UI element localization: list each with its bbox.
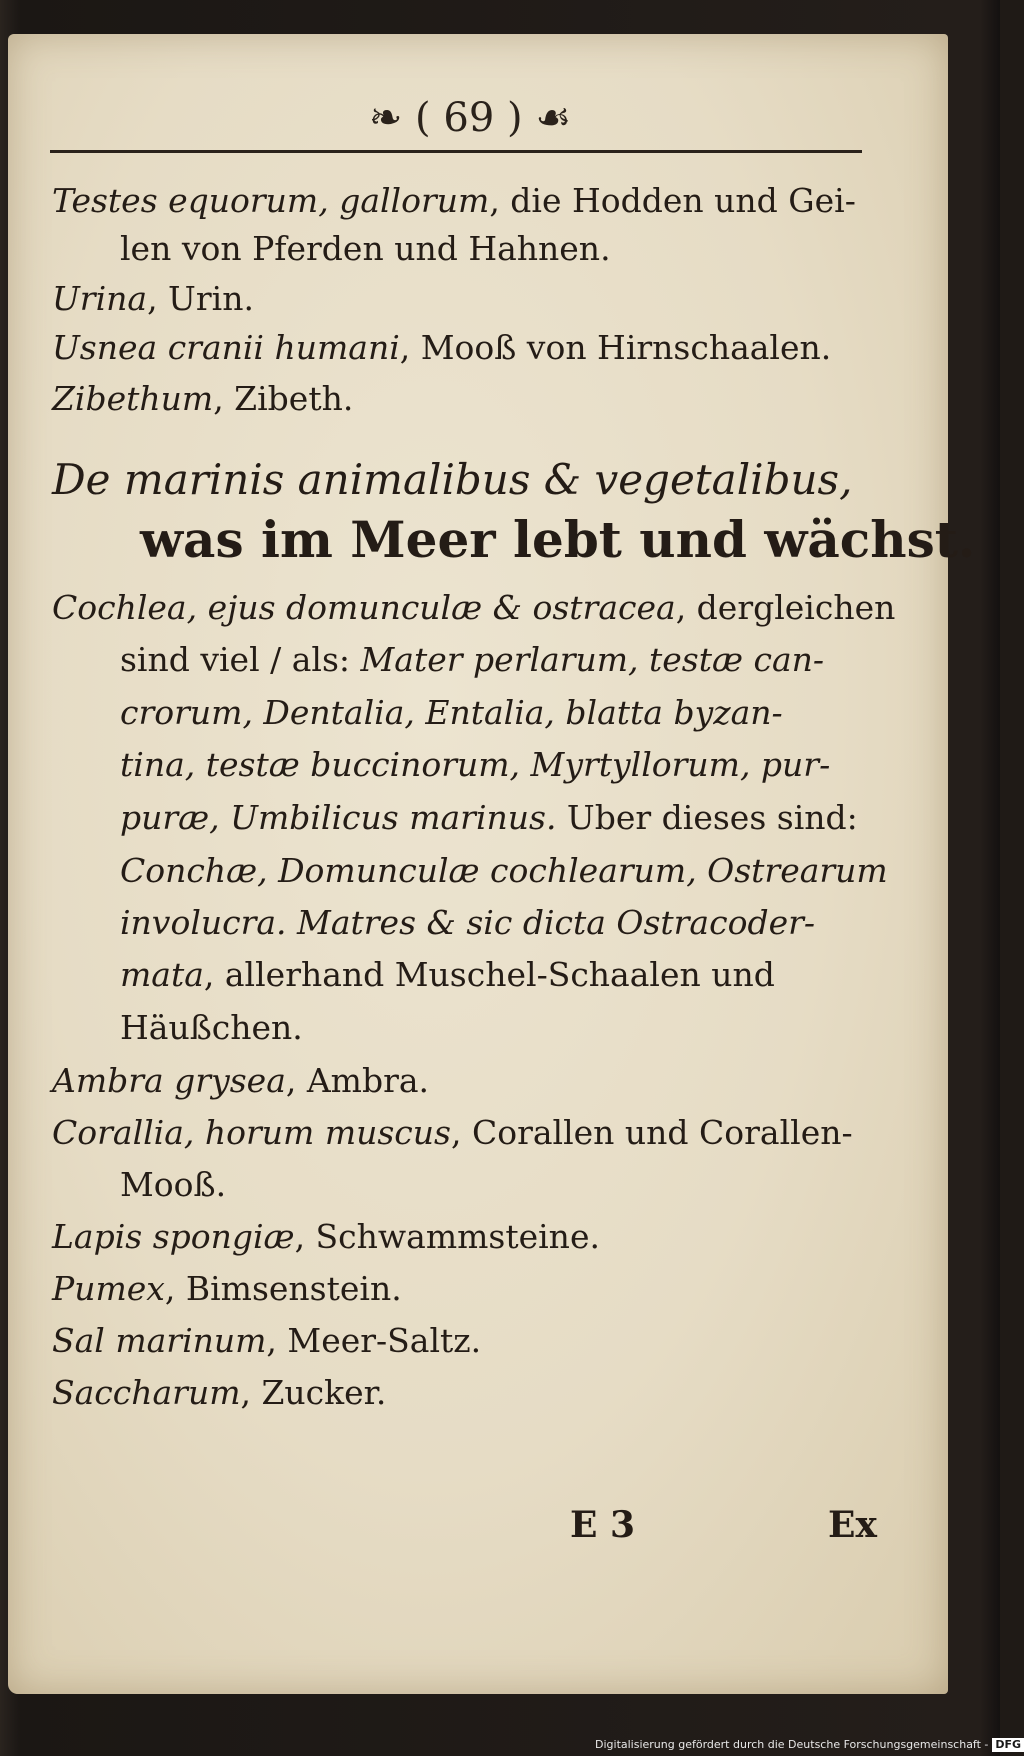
german-term: , Bimsenstein. xyxy=(164,1269,402,1308)
german-term: , Urin. xyxy=(147,279,254,318)
text-line xyxy=(52,1370,386,1416)
german-term: , allerhand Muschel-Schaalen und xyxy=(203,955,775,994)
latin-term: Zibethum xyxy=(52,379,214,418)
text-line xyxy=(52,1214,600,1260)
text-line xyxy=(52,585,895,631)
german-term: len von Pferden und Hahnen. xyxy=(120,229,611,268)
german-term: , Meer-Saltz. xyxy=(266,1321,482,1360)
latin-term: Pumex xyxy=(52,1269,165,1308)
german-term: , Schwammsteine. xyxy=(294,1217,600,1256)
text-line: crorum, Dentalia, Entalia, blatta byzan- xyxy=(120,693,783,732)
section-heading-latin: De marinis animalibus & vegetalibus, xyxy=(52,455,853,504)
text-line: tina, testæ buccinorum, Myrtyllorum, pur- xyxy=(120,745,831,784)
german-term: Uber dieses sind: xyxy=(556,798,858,837)
text-line xyxy=(120,637,824,683)
german-term: , Zibeth. xyxy=(213,379,354,418)
text-line xyxy=(52,276,254,322)
text-line xyxy=(52,178,856,224)
signature-mark: E 3 xyxy=(570,1504,636,1546)
text-line xyxy=(120,1162,226,1208)
page-header xyxy=(300,88,640,148)
latin-term: mata xyxy=(120,955,204,994)
section-heading-german: was im Meer lebt und wächst. xyxy=(140,510,976,569)
page-number: ( 69 ) xyxy=(415,95,523,141)
latin-term: Ambra grysea xyxy=(52,1061,286,1100)
ornament-left-icon: ❧ xyxy=(368,95,403,141)
latin-term: Corallia, horum muscus xyxy=(52,1113,451,1152)
latin-term: Testes equorum, gallorum xyxy=(52,181,490,220)
text-line xyxy=(120,952,775,998)
header-rule xyxy=(50,150,862,153)
text-line: involucra. Matres & sic dicta Ostracoder- xyxy=(120,903,816,942)
german-term: , die Hodden und Gei- xyxy=(489,181,856,220)
latin-term: Cochlea, ejus domunculæ & ostracea xyxy=(52,588,676,627)
latin-term: puræ, Umbilicus marinus. xyxy=(120,798,557,837)
german-term: sind viel / als: xyxy=(120,640,351,679)
text-line xyxy=(52,1058,429,1104)
text-line xyxy=(52,325,831,371)
german-term: , Zucker. xyxy=(240,1373,387,1412)
text-line xyxy=(52,1110,853,1156)
text-line xyxy=(52,1266,402,1312)
german-term: , dergleichen xyxy=(675,588,896,627)
latin-term: Usnea cranii humani xyxy=(52,328,400,367)
text-line xyxy=(120,226,611,272)
latin-term: Sal marinum xyxy=(52,1321,267,1360)
german-term: Häußchen. xyxy=(120,1008,303,1047)
german-term: Mooß. xyxy=(120,1165,227,1204)
credit-text: Digitalisierung gefördert durch die Deutsche Forschungsgemeinschaft - xyxy=(595,1738,989,1751)
german-term: , Corallen und Corallen- xyxy=(450,1113,853,1152)
latin-term: Urina xyxy=(52,279,148,318)
text-line xyxy=(52,1318,481,1364)
german-term: , Mooß von Hirnschaalen. xyxy=(399,328,832,367)
text-line xyxy=(120,1005,303,1051)
ornament-right-icon: ☙ xyxy=(535,95,572,141)
german-term: , Ambra. xyxy=(285,1061,430,1100)
latin-term: Mater perlarum, testæ can- xyxy=(350,640,825,679)
digitization-credit xyxy=(595,1736,1022,1754)
text-line: Conchæ, Domunculæ cochlearum, Ostrearum xyxy=(120,851,888,890)
text-line xyxy=(52,376,353,422)
latin-term: Lapis spongiæ xyxy=(52,1217,295,1256)
dfg-logo: DFG xyxy=(992,1738,1024,1752)
latin-term: Saccharum xyxy=(52,1373,241,1412)
catchword: Ex xyxy=(828,1504,877,1546)
text-line xyxy=(120,795,858,841)
